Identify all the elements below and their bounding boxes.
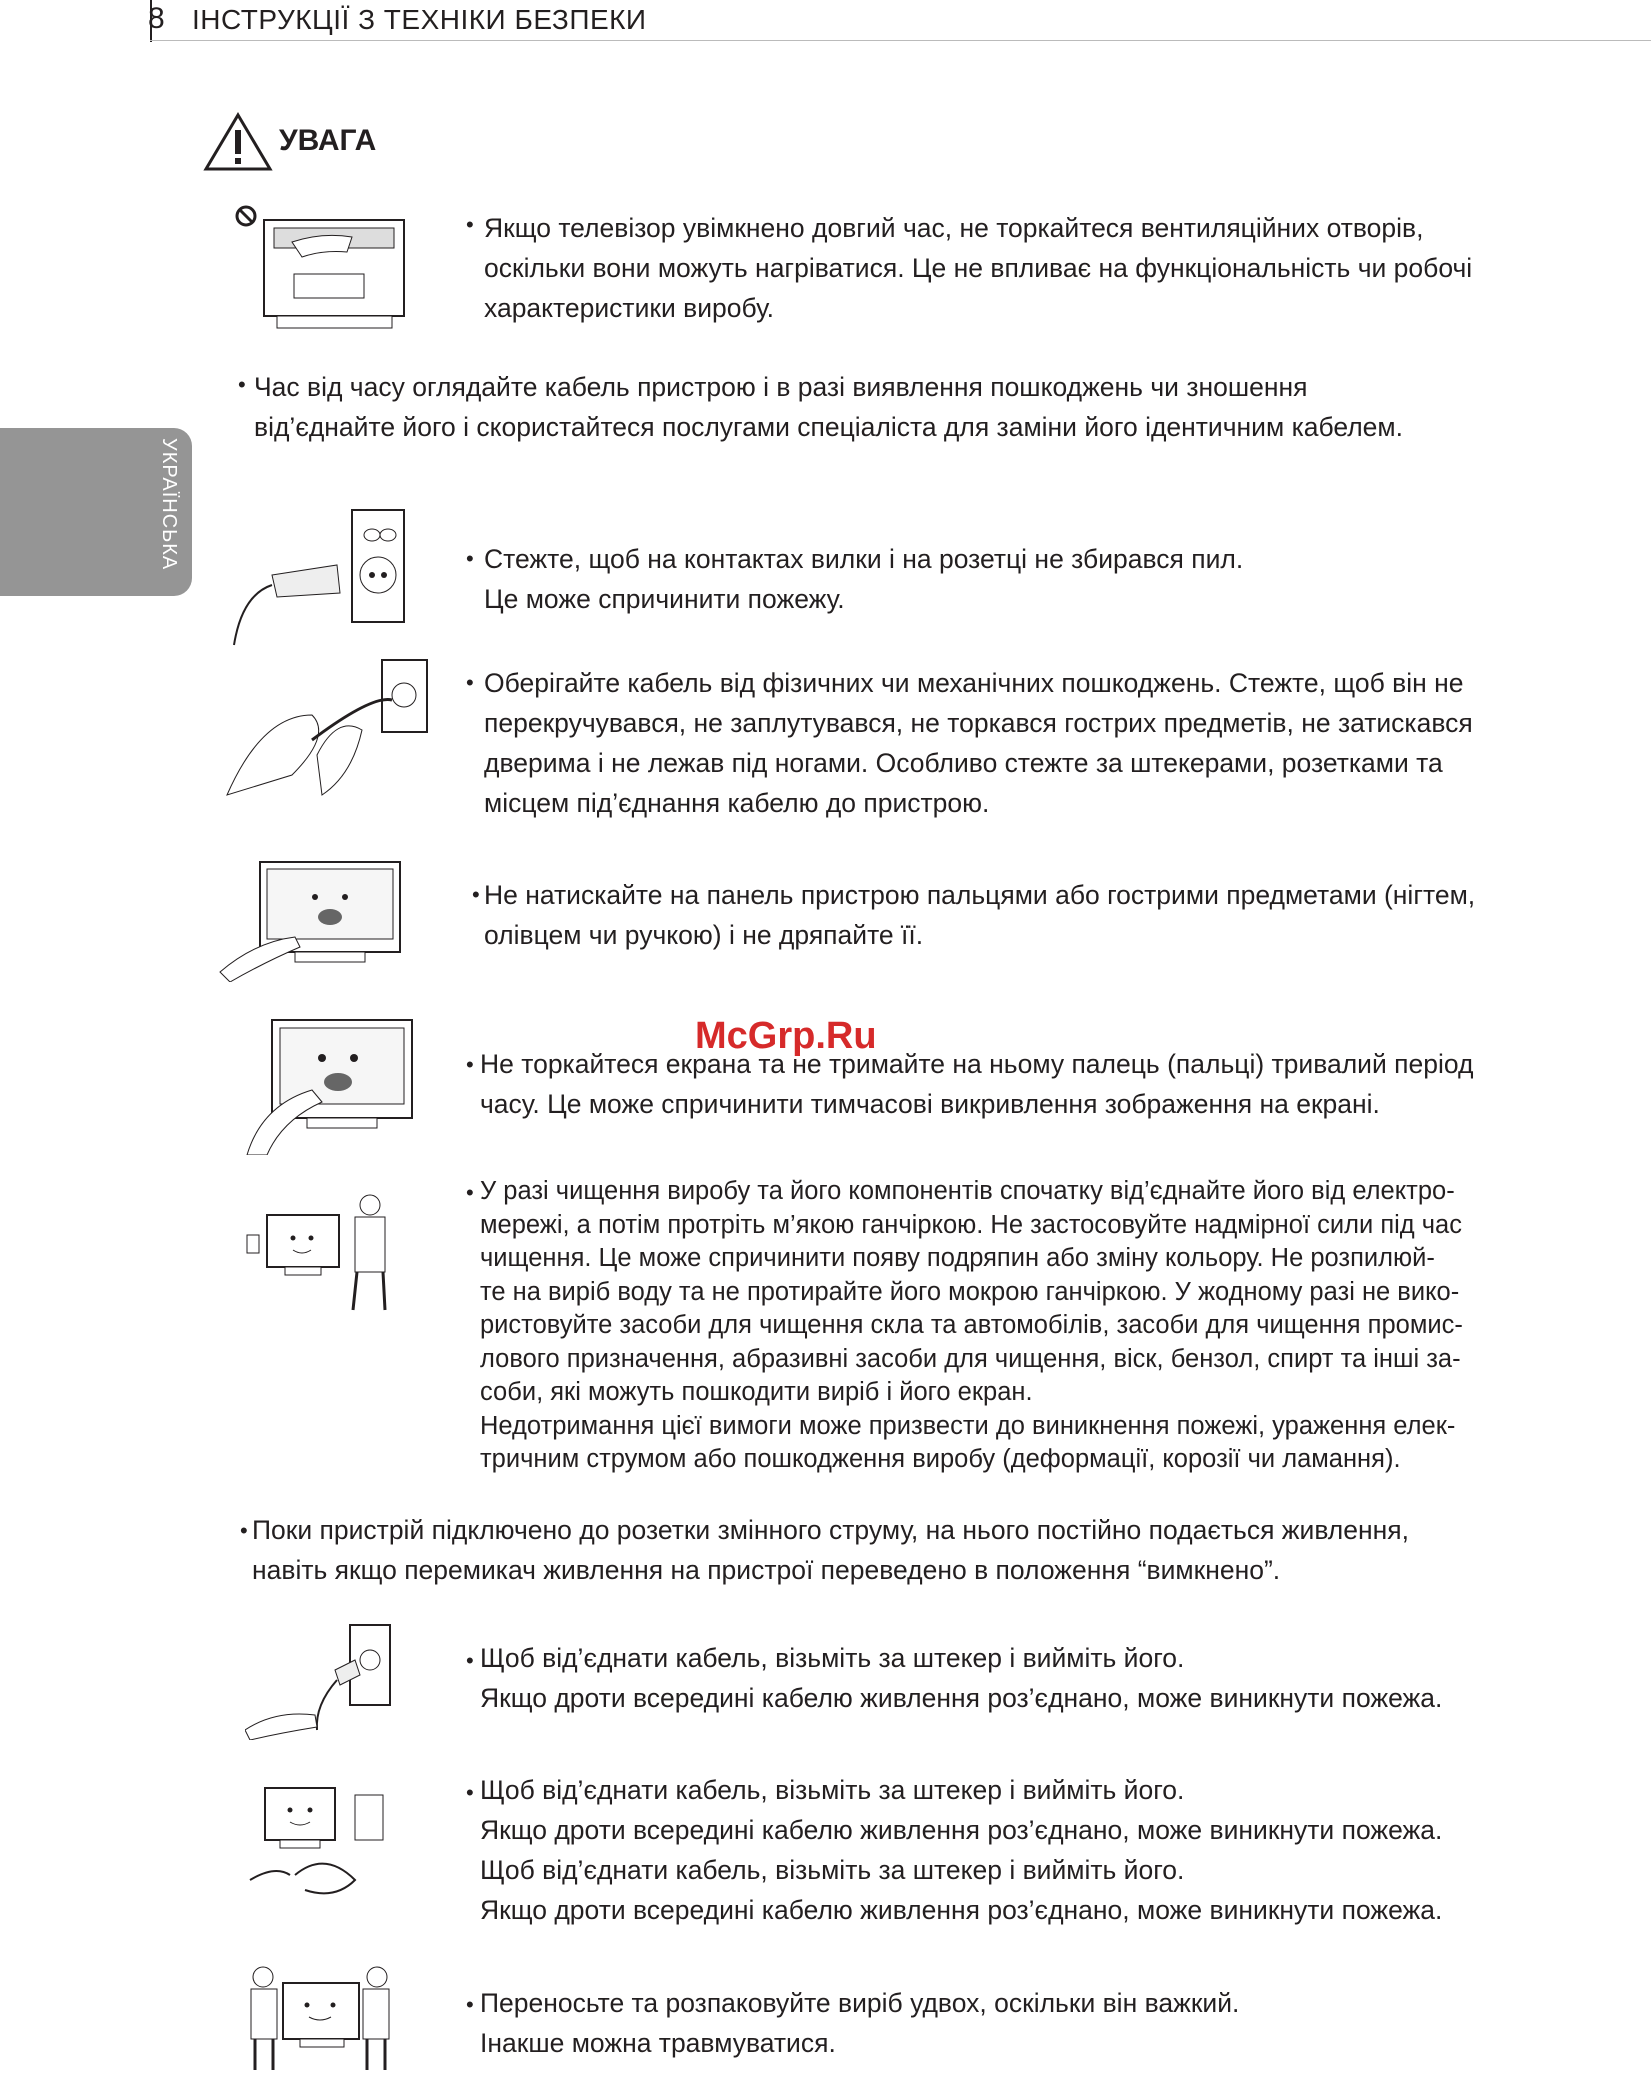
warning-label: УВАГА — [279, 124, 377, 157]
text-line: Якщо дроти всередині кабелю живлення роз’єднано, може виникнути пожежа. — [480, 1815, 1443, 1845]
text-line: Не натискайте на панель пристрою пальцями або гострими предметами (нігтем, — [484, 880, 1476, 910]
text-line: Час від часу оглядайте кабель пристрою і в разі виявлення пошкоджень чи зношення — [254, 372, 1308, 402]
paragraph-panel — [484, 875, 1475, 955]
bullet: • — [240, 1518, 248, 1543]
text-line: дверима і не лежав під ногами. Особливо стежте за штекерами, розетками та — [484, 748, 1443, 778]
text-line: чищення. Це може спричинити появу подряпин або зміну кольору. Не розпилюй- — [480, 1244, 1435, 1272]
bullet: • — [466, 1992, 474, 2017]
watermark: McGrp.Ru — [695, 1015, 877, 1057]
unplug-illustration — [245, 1615, 405, 1740]
text-line: Це може спричинити пожежу. — [484, 584, 845, 614]
text-line: Не торкайтеся екрана та не тримайте на ньому палець (пальці) тривалий період — [480, 1049, 1474, 1079]
paragraph-power — [252, 1510, 1409, 1590]
bullet: • — [466, 1052, 474, 1077]
text-line: мережі, а потім протріть м’якою ганчіркою. Не застосовуйте надмірної сили під час — [480, 1210, 1462, 1239]
paragraph-cable-protect — [484, 663, 1473, 823]
text-line: місцем під’єднання кабелю до пристрою. — [484, 788, 990, 818]
text-line: соби, які можуть пошкодити виріб і його екран. — [480, 1378, 1033, 1406]
text-line: Стежте, щоб на контактах вилки і на розетці не збирався пил. — [484, 544, 1244, 574]
text-line: те на виріб воду та не протирайте його мокрою ганчіркою. У жодному разі не вико- — [480, 1277, 1460, 1306]
tv-vent-illustration — [232, 202, 412, 337]
bullet: • — [466, 546, 474, 571]
text-line: Інакше можна травмуватися. — [480, 2028, 836, 2058]
text-line: Якщо дроти всередині кабелю живлення роз’єднано, може виникнути пожежа. — [480, 1895, 1443, 1925]
paragraph-carry — [480, 1983, 1239, 2063]
header-line — [150, 40, 1651, 41]
text-line: ристовуйте засоби для чищення скла та автомобілів, засоби для чищення промис- — [480, 1311, 1463, 1339]
paragraph-unplug — [480, 1638, 1442, 1718]
text-line: Недотримання цієї вимоги може призвести до виникнення пожежі, ураження елек- — [480, 1411, 1456, 1440]
page-number: 8 — [148, 2, 165, 35]
text-line: Щоб від’єднати кабель, візьміть за штекер і вийміть його. — [480, 1643, 1185, 1673]
paragraph-cable-check — [254, 367, 1403, 447]
screen-touch-illustration — [222, 1010, 432, 1155]
text-line: Поки пристрій підключено до розетки змінного струму, на нього постійно подається живлення, — [252, 1515, 1409, 1545]
carrying-illustration — [245, 1965, 395, 2075]
cables-illustration — [245, 1780, 400, 1905]
panel-press-illustration — [215, 842, 425, 982]
text-line: перекручувався, не заплутувався, не торкався гострих предметів, не затискався — [484, 708, 1473, 738]
text-line: характеристики виробу. — [484, 293, 775, 323]
page-title: ІНСТРУКЦІЇ З ТЕХНІКИ БЕЗПЕКИ — [192, 4, 647, 35]
bullet: • — [466, 212, 474, 237]
text-line: навіть якщо перемикач живлення на пристрої переведено в положення “вимкнено”. — [252, 1555, 1281, 1585]
language-tab-label: УКРАЇНСЬКА — [158, 438, 180, 571]
cleaning-illustration — [245, 1190, 395, 1315]
text-line: часу. Це може спричинити тимчасові викривлення зображення на екрані. — [480, 1089, 1380, 1119]
text-line: Переносьте та розпаковуйте виріб удвох, оскільки він важкий. — [480, 1988, 1240, 2018]
paragraph-dust — [484, 539, 1243, 619]
paragraph-cleaning — [480, 1175, 1463, 1477]
bullet: • — [238, 372, 246, 397]
bullet: • — [466, 1180, 474, 1205]
dusty-plug-illustration — [222, 505, 412, 650]
warning-triangle-icon — [203, 112, 273, 172]
text-line: олівцем чи ручкою) і не дряпайте її. — [484, 920, 924, 950]
language-tab — [0, 428, 192, 596]
text-line: Щоб від’єднати кабель, візьміть за штекер і вийміть його. — [480, 1775, 1185, 1805]
cable-protection-illustration — [222, 655, 432, 805]
bullet: • — [472, 882, 480, 907]
text-line: тричним струмом або пошкодження виробу (деформації, корозії чи ламання). — [480, 1445, 1401, 1473]
paragraph-screen — [480, 1044, 1473, 1124]
bullet: • — [466, 1780, 474, 1805]
text-line: лового призначення, абразивні засоби для чищення, віск, бензол, спирт та інші за- — [480, 1344, 1461, 1373]
bullet: • — [466, 1648, 474, 1673]
text-line: Якщо дроти всередині кабелю живлення роз’єднано, може виникнути пожежа. — [480, 1683, 1443, 1713]
bullet: • — [466, 670, 474, 695]
text-line: Щоб від’єднати кабель, візьміть за штекер і вийміть його. — [480, 1855, 1185, 1885]
paragraph-unplug-repeat — [480, 1770, 1442, 1930]
text-line: Якщо телевізор увімкнено довгий час, не торкайтеся вентиляційних отворів, — [484, 213, 1424, 243]
text-line: від’єднайте його і скористайтеся послугами спеціаліста для заміни його ідентичним кабелем. — [254, 412, 1403, 442]
text-line: У разі чищення виробу та його компонентів спочатку від’єднайте його від електро- — [480, 1177, 1455, 1205]
text-line: оскільки вони можуть нагріватися. Це не впливає на функціональність чи робочі — [484, 253, 1473, 283]
page-header — [0, 0, 1651, 42]
text-line: Оберігайте кабель від фізичних чи механічних пошкоджень. Стежте, щоб він не — [484, 668, 1464, 698]
paragraph-vents — [484, 208, 1472, 328]
